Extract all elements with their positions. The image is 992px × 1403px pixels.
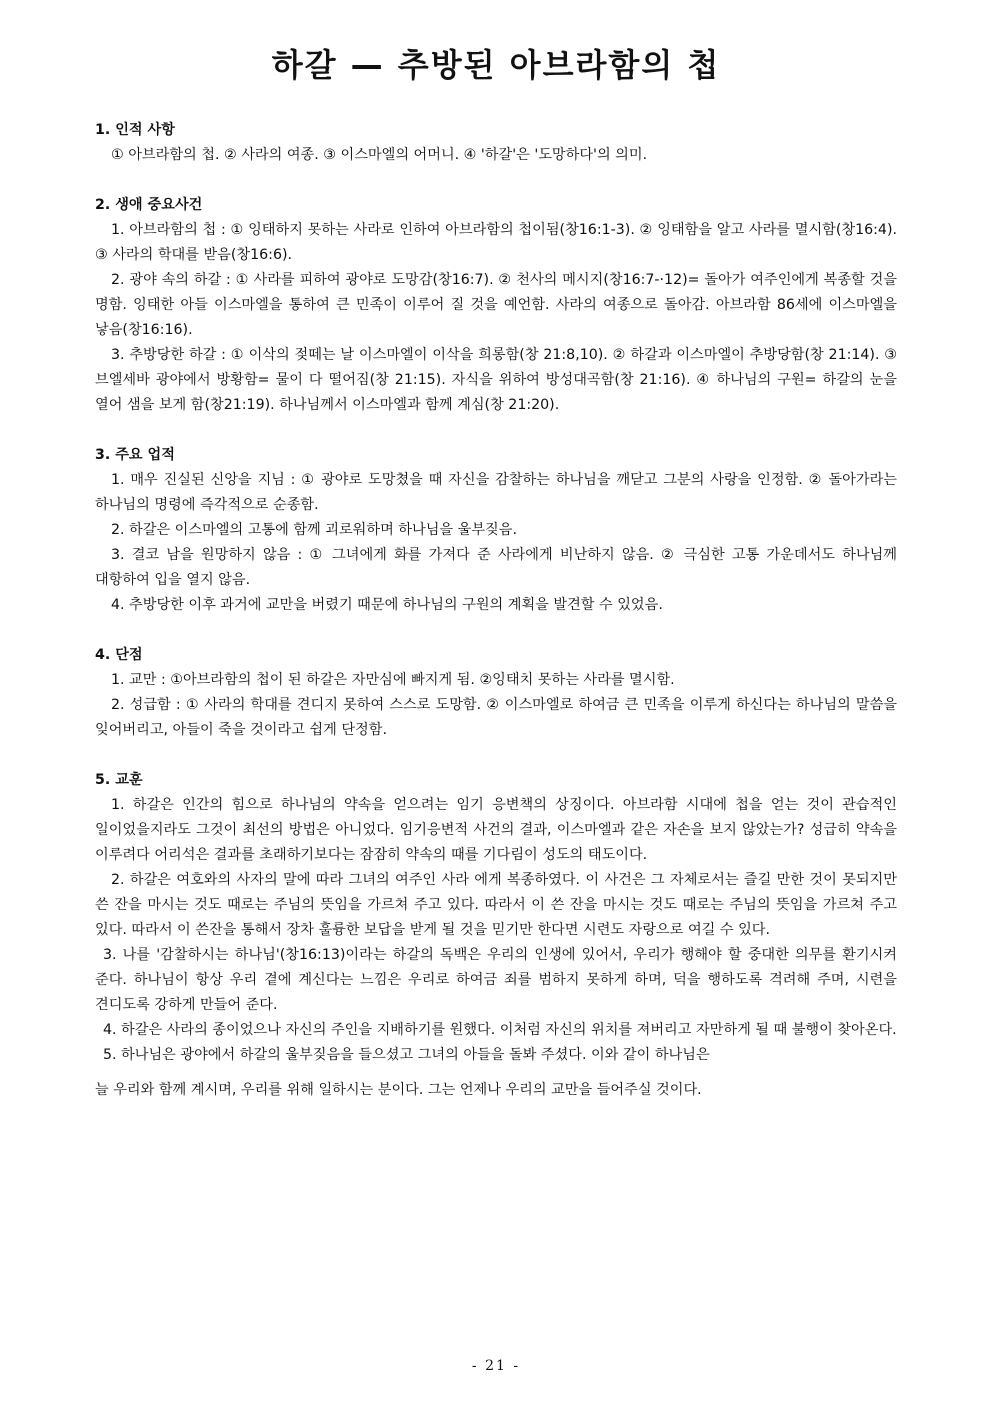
section-weaknesses — [95, 643, 897, 743]
section-heading: 2. 생애 중요사건 — [95, 197, 203, 213]
paragraph: 1. 하갈은 인간의 힘으로 하나님의 약속을 얻으려는 임기 응변책의 상징이다. 아브라함 시대에 첩을 얻는 것이 관습적인 일이었을지라도 그것이 최선의 방법은 아니었다. 임기응변적 사건의 결과, 이스마엘과 같은 자손을 보지 않았는가? 성급히 약속을 이루려다 어리석은 결과를 초래하기보다는 잠잠히 약속의 때를 기다림이 성도의 태도이다. — [95, 797, 897, 863]
page-number: - 21 - — [471, 1358, 521, 1374]
page-title: 하갈 — 추방된 아브라함의 첩 — [271, 46, 721, 84]
paragraph: ① 아브라함의 첩. ② 사라의 여종. ③ 이스마엘의 어머니. ④ '하갈'은 '도망하다'의 의미. — [111, 147, 648, 163]
paragraph: 3. 결코 남을 원망하지 않음 : ① 그녀에게 화를 가져다 준 사라에게 비난하지 않음. ② 극심한 고통 가운데서도 하나님께 대항하여 입을 열지 않음. — [95, 547, 897, 588]
paragraph: 3. 나를 '감찰하시는 하나님'(창16:13)이라는 하갈의 독백은 우리의 인생에 있어서, 우리가 행해야 할 중대한 의무를 환기시켜 준다. 하나님이 항상 우리 곁에 계신다는 느낌은 우리로 하여금 죄를 범하지 못하게 하며, 덕을 행하도록 격려해 주며, 시련을 견디도록 강하게 만들어 준다. — [95, 947, 897, 1013]
section-life-events — [95, 193, 897, 418]
paragraph: 1. 매우 진실된 신앙을 지님 : ① 광야로 도망쳤을 때 자신을 감찰하는 하나님을 깨닫고 그분의 사랑을 인정함. ② 돌아가라는 하나님의 명령에 즉각적으로 순종함. — [95, 472, 897, 513]
paragraph: 1. 아브라함의 첩 : ① 잉태하지 못하는 사라로 인하여 아브라함의 첩이됨(창16:1-3). ② 잉태함을 알고 사라를 멸시함(창16:4). ③ 사라의 학대를 받음(창16:6). — [95, 222, 897, 263]
paragraph: 2. 하갈은 여호와의 사자의 말에 따라 그녀의 여주인 사라 에게 복종하였다. 이 사건은 그 자체로서는 즐길 만한 것이 못되지만 쓴 잔을 마시는 것도 때로는 주님의 뜻임을 가르쳐 주고 있다. 따라서 이 쓴 잔을 마시는 것도 때로는 주님의 뜻임을 가르쳐 주고 있다. 따라서 이 쓴잔을 통해서 장차 훌륭한 보답을 받게 될 것을 믿기만 한다면 시련도 자랑으로 여길 수 있다. — [95, 872, 897, 938]
section-heading: 3. 주요 업적 — [95, 447, 175, 463]
paragraph: 2. 성급함 : ① 사라의 학대를 견디지 못하여 스스로 도망함. ② 이스마엘로 하여금 큰 민족을 이루게 하신다는 하나님의 말씀을 잊어버리고, 아들이 죽을 것이라고 쉽게 단정함. — [95, 697, 897, 738]
section-heading: 5. 교훈 — [95, 772, 143, 788]
paragraph: 2. 광야 속의 하갈 : ① 사라를 피하여 광야로 도망감(창16:7). ② 천사의 메시지(창16:7-·12)= 돌아가 여주인에게 복종할 것을 명함. 잉태한 아들 이스마엘을 통하여 큰 민족이 이루어 질 것을 예언함. 사라의 여종으로 돌아감. 아브라함 86세에 이스마엘을 낳음(창16:16). — [95, 272, 897, 338]
paragraph: 1. 교만 : ①아브라함의 첩이 된 하갈은 자만심에 빠지게 됨. ②잉태치 못하는 사라를 멸시함. — [111, 672, 675, 688]
paragraph: 3. 추방당한 하갈 : ① 이삭의 젖떼는 날 이스마엘이 이삭을 희롱함(창 21:8,10). ② 하갈과 이스마엘이 추방당함(창 21:14). ③ 브엘세바 광야에서 방황함= 물이 다 떨어짐(창 21:15). 자식을 위하여 방성대곡함(창 21:16). ④ 하나님의 구원= 하갈의 눈을 열어 샘을 보게 함(창21:19). 하나님께서 이스마엘과 함께 계심(창 21:20). — [95, 347, 897, 413]
paragraph: 늘 우리와 함께 계시며, 우리를 위해 일하시는 분이다. 그는 언제나 우리의 교만을 들어주실 것이다. — [95, 1082, 702, 1098]
document-body — [95, 118, 897, 1128]
paragraph: 4. 하갈은 사라의 종이었으나 자신의 주인을 지배하기를 원했다. 이처럼 자신의 위치를 져버리고 자만하게 될 때 불행이 찾아온다. — [103, 1022, 897, 1038]
section-heading: 1. 인적 사항 — [95, 122, 175, 138]
section-heading: 4. 단점 — [95, 647, 143, 663]
section-lessons — [95, 768, 897, 1103]
paragraph: 5. 하나님은 광야에서 하갈의 울부짖음을 들으셨고 그녀의 아들을 돌봐 주셨다. 이와 같이 하나님은 — [103, 1047, 710, 1063]
paragraph: 4. 추방당한 이후 과거에 교만을 버렸기 때문에 하나님의 구원의 계획을 발견할 수 있었음. — [111, 597, 663, 613]
section-personal-info — [95, 118, 897, 168]
paragraph: 2. 하갈은 이스마엘의 고통에 함께 괴로워하며 하나님을 울부짖음. — [111, 522, 517, 538]
section-achievements — [95, 443, 897, 618]
